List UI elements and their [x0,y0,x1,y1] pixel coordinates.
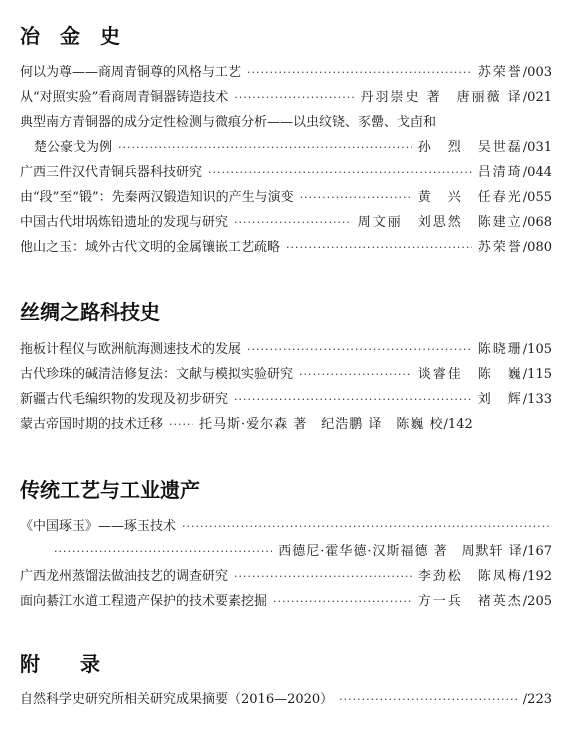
toc-entry[interactable] [20,85,552,110]
entry-page: /115 [522,367,552,382]
leader-dots [339,687,517,712]
toc-entry[interactable] [20,235,552,260]
entry-title: 新疆古代毛编织物的发现及初步研究 [20,392,229,407]
leader-dots [234,564,412,589]
leader-dots [300,185,412,210]
entry-title: 广西龙州蒸馏法做油技艺的调查研究 [20,569,229,584]
entry-title: 自然科学史研究所相关研究成果摘要（2016—2020） [20,692,334,707]
entry-title: 何以为尊——商周青铜尊的风格与工艺 [20,65,242,80]
entry-title: 从“对照实验”看商周青铜器铸造技术 [20,90,229,105]
section-title-silk-road: 丝绸之路科技史 [20,300,160,324]
entry-page: /003 [522,65,552,80]
entry-author: 周文丽 刘思然 陈建立 [357,215,523,230]
entry-author: 苏荣誉 [477,240,523,255]
leader-dots [54,539,272,564]
entry-page: /105 [522,342,552,357]
leader-dots [182,514,552,539]
toc-entry[interactable] [20,564,552,589]
toc-entry[interactable] [20,362,552,387]
entry-page: /167 [522,544,552,559]
leader-dots [299,362,412,387]
entry-page: /021 [522,90,552,105]
leader-dots [118,135,412,160]
leader-dots [273,589,412,614]
entry-author: 苏荣誉 [477,65,523,80]
leader-dots [169,412,193,437]
toc-entry[interactable] [20,337,552,362]
entry-title: 拖板计程仪与欧洲航海测速技术的发展 [20,342,242,357]
toc-entry[interactable] [20,589,552,614]
entry-author: 托马斯·爱尔森 著 纪浩鹏 译 陈巍 校 [199,417,444,432]
entry-page: /192 [522,569,552,584]
leader-dots [234,210,352,235]
leader-dots [247,337,472,362]
toc-entry[interactable] [20,185,552,210]
toc-entry[interactable] [20,412,552,437]
entry-title: 他山之玉：域外古代文明的金属镶嵌工艺疏略 [20,240,281,255]
entry-page: /044 [522,165,552,180]
toc-entry[interactable] [20,387,552,412]
section-title-metallurgy: 冶 金 史 [20,24,120,48]
leader-dots [208,160,472,185]
toc-entry[interactable] [20,514,552,539]
entry-title: 中国古代坩埚炼铅遗址的发现与研究 [20,215,229,230]
entry-title: 《中国琢玉》——琢玉技术 [20,519,177,534]
entry-title: 广西三件汉代青铜兵器科技研究 [20,165,203,180]
toc-entry[interactable] [20,60,552,85]
section-title-appendix: 附 录 [20,652,100,676]
toc-entry[interactable] [20,687,552,712]
entry-page: /068 [522,215,552,230]
entry-page: /205 [522,594,552,609]
entry-author: 西德尼·霍华德·汉斯福德 著 周默轩 译 [278,544,523,559]
entry-title-continuation: 楚公豪戈为例 [34,140,113,155]
entry-title: 面向綦江水道工程遗产保护的技术要素挖掘 [20,594,268,609]
entry-page: /223 [522,692,552,707]
leader-dots [234,387,472,412]
entry-title: 古代珍珠的碱清洁修复法：文献与模拟实验研究 [20,367,294,382]
toc-entry[interactable] [20,160,552,185]
entry-page: /133 [522,392,552,407]
toc-entry[interactable] [20,210,552,235]
entry-author: 李劲松 陈凤梅 [417,569,523,584]
entry-title: 典型南方青铜器的成分定性检测与微痕分析——以虫纹铙、豕罍、戈卣和 [20,115,437,130]
leader-dots [286,235,472,260]
entry-page: /055 [522,190,552,205]
entry-page: /080 [522,240,552,255]
entry-author: 孙 烈 吴世磊 [417,140,523,155]
leader-dots [234,85,354,110]
entry-title: 由“段”至“锻”：先秦两汉锻造知识的产生与演变 [20,190,294,205]
entry-title: 蒙古帝国时期的技术迁移 [20,417,164,432]
section-title-traditional-crafts: 传统工艺与工业遗产 [20,478,200,502]
toc-entry-continuation[interactable] [20,539,552,564]
entry-author: 刘 辉 [477,392,523,407]
entry-author: 陈晓珊 [477,342,523,357]
entry-author: 吕清琦 [477,165,523,180]
toc-entry-continuation[interactable] [20,135,552,160]
entry-author: 黄 兴 任春光 [417,190,523,205]
entry-page: /031 [522,140,552,155]
leader-dots [247,60,472,85]
entry-author: 谈睿佳 陈 巍 [417,367,523,382]
entry-author: 丹羽崇史 著 唐丽薇 译 [360,90,523,105]
entry-author: 方一兵 褚英杰 [417,594,523,609]
toc-entry[interactable] [20,110,552,135]
entry-page: /142 [443,417,473,432]
